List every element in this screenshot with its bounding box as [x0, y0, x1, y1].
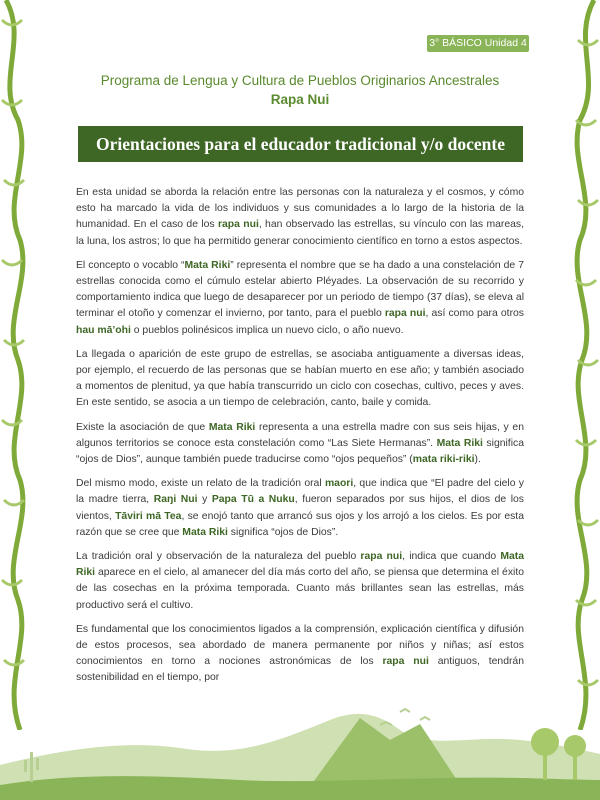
text-run: significa “ojos de Dios”, aunque también puede traducirse como “ojos pequeños” ( [76, 437, 524, 466]
paragraph-2 [76, 258, 524, 339]
keyword-text: Papa Tū a Nuku [211, 494, 295, 506]
program-title: Programa de Lengua y Cultura de Pueblos Originarios Ancestrales [100, 73, 500, 88]
keyword-text: Mata Riki [182, 526, 228, 538]
keyword-text: Tāviri mā Tea [115, 510, 182, 522]
keyword-text: mata riki-riki [412, 454, 475, 466]
text-run: aparece en el cielo, al amanecer del día más corto del año, se piensa que determina el éxito de las cosechas en la próxima temporada. Cuanto más brillantes sean las estrellas, más productivo será el cultivo. [76, 567, 524, 611]
paragraph-1 [76, 185, 524, 250]
text-run: Del mismo modo, existe un relato de la tradición oral [76, 478, 325, 490]
keyword-text: rapa nui [382, 656, 429, 668]
keyword-text: hau mā’ohi [76, 324, 131, 336]
text-run: o pueblos polinésicos implica un nuevo ciclo, o año nuevo. [130, 324, 404, 336]
text-run: La tradición oral y observación de la naturaleza del pueblo [76, 551, 361, 563]
subject-title: Rapa Nui [270, 92, 330, 107]
text-run: ” representa el nombre que se ha dado a una constelación de 7 estrellas conocida como el cúmulo estelar abierto Pléyades. La observación de su recorrido y comportamiento indica que luego de desaparecer por un periodo de tiempo (37 días), se eleva al terminar el otoño y comenzar el invierno, por tanto, para el pueblo [76, 259, 524, 320]
text-run: ). [474, 454, 481, 466]
grade-unit-badge: 3° BÁSICO Unidad 4 [427, 35, 529, 52]
body-text [76, 185, 524, 695]
text-run: , indica que cuando [402, 551, 501, 563]
text-run: significa “ojos de Dios”. [227, 526, 339, 538]
text-run: y [197, 494, 212, 506]
text-run: , así como para otros [425, 308, 525, 320]
keyword-text: Mata Riki [208, 421, 256, 433]
text-run: Existe la asociación de que [76, 421, 209, 433]
keyword-text: Mata Riki [184, 259, 231, 271]
keyword-text: Mata Riki [76, 551, 524, 579]
section-banner: Orientaciones para el educador tradicional y/o docente [78, 126, 523, 162]
text-run: La llegada o aparición de este grupo de estrellas, se asociaba antiguamente a diversas ideas, por ejemplo, el recuerdo de las personas que se habían muerto en ese año; y también asociado a momentos de plenitud, ya que había transcurrido un ciclo con cosechas, cultivo, peces y aves. En este sentido, se asocia a un tiempo de celebración, canto, baile y comida. [76, 348, 524, 409]
paragraph-6 [76, 549, 524, 614]
keyword-text: Raŋi Nui [153, 494, 198, 506]
text-run: , se enojó tanto que arrancó sus ojos y los arrojó a los cielos. Es por esta razón que se cree que [76, 510, 524, 538]
keyword-text: rapa nui [384, 308, 426, 320]
right-decorative-border [566, 0, 600, 730]
text-run: , que indica que “El padre del cielo y la madre tierra, [76, 478, 524, 506]
text-run: representa a una estrella madre con sus seis hijas, y en algunos territorios se conoce esta constelación como “Las Siete Hermanas”. [76, 421, 524, 449]
text-run: En esta unidad se aborda la relación entre las personas con la naturaleza y el cosmos, y cómo esto ha marcado la vida de los individuos y sus comunidades a lo largo de la historia de la humanidad. En el caso de los [76, 187, 524, 231]
paragraph-3 [76, 347, 524, 412]
text-run: El concepto o vocablo “ [76, 259, 185, 271]
text-run: , fueron separados por sus hijos, el dios de los vientos, [76, 494, 524, 522]
keyword-text: Mata Riki [436, 437, 483, 449]
keyword-text: rapa nui [217, 219, 259, 231]
text-run: Es fundamental que los conocimientos ligados a la comprensión, explicación científica y difusión de estos procesos, sea abordado de manera permanente por niños y niñas; así estos conocimientos en torno a nociones astronómicas de los [76, 623, 524, 668]
keyword-text: maori [324, 478, 354, 490]
paragraph-5 [76, 476, 524, 541]
paragraph-7 [76, 622, 524, 687]
text-run: antiguos, tendrán sostenibilidad en el tiempo, por [76, 656, 524, 684]
keyword-text: rapa nui [360, 551, 403, 563]
footer-landscape-illustration [0, 680, 600, 800]
paragraph-4 [76, 420, 524, 469]
left-decorative-border [0, 0, 34, 730]
text-run: , han observado las estrellas, su vínculo con las mareas, la luna, los astros; lo que ha permitido generar conocimiento científico en torno a estos aspectos. [76, 219, 524, 247]
